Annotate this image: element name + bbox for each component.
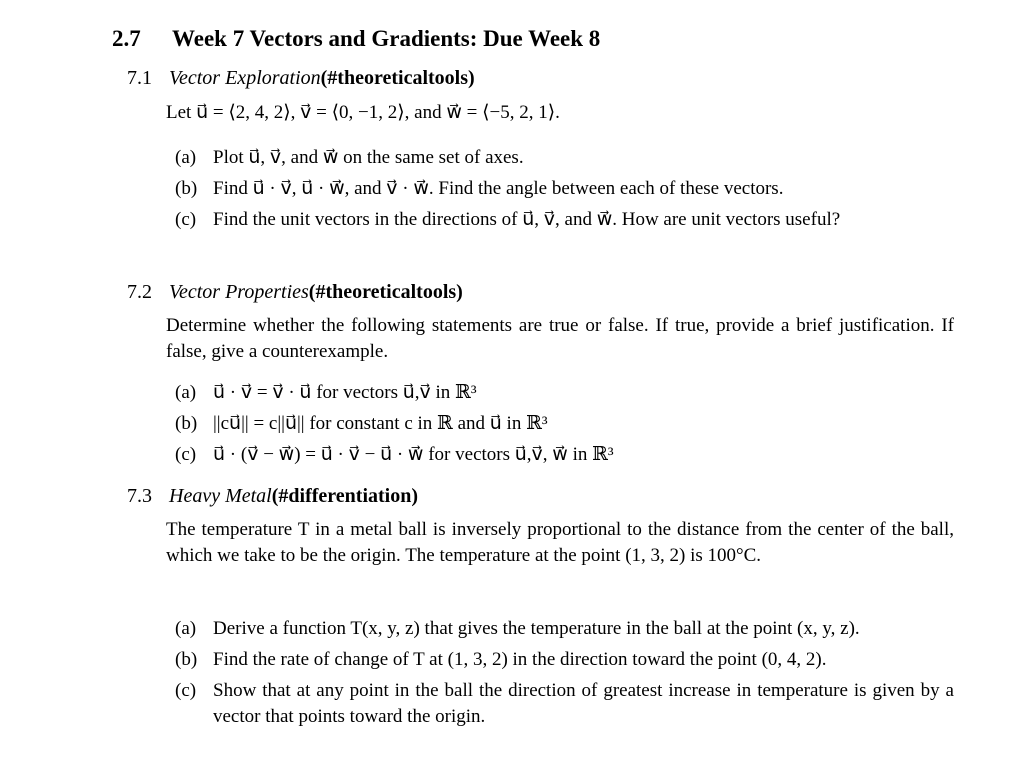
item-text: Derive a function T(x, y, z) that gives the temperature in the ball at the point (x, y, z). xyxy=(213,618,860,639)
item-text: ||cu⃗|| = c||u⃗|| for constant c in ℝ and u⃗ in ℝ³ xyxy=(213,413,548,434)
problem-parts-7-2 xyxy=(175,380,954,473)
section-title: Week 7 Vectors and Gradients: Due Week 8 xyxy=(172,26,601,51)
problem-parts-7-1 xyxy=(175,145,954,238)
list-item xyxy=(175,647,954,673)
problem-heading-7-3 xyxy=(127,483,418,509)
problem-number: 7.2 xyxy=(127,281,152,303)
list-item xyxy=(175,145,954,171)
item-label: (b) xyxy=(175,178,198,199)
problem-number: 7.1 xyxy=(127,67,152,89)
problem-tag: (#theoreticaltools) xyxy=(320,67,475,89)
item-label: (b) xyxy=(175,413,198,434)
section-heading xyxy=(112,24,600,54)
item-text: u⃗ · v⃗ = v⃗ · u⃗ for vectors u⃗,v⃗ in ℝ³ xyxy=(213,382,477,403)
problem-tag: (#theoreticaltools) xyxy=(308,281,463,303)
item-label: (a) xyxy=(175,147,197,168)
list-item xyxy=(175,616,954,642)
problem-intro-7-1: Let u⃗ = ⟨2, 4, 2⟩, v⃗ = ⟨0, −1, 2⟩, and w⃗ = ⟨−5, 2, 1⟩. xyxy=(166,102,560,123)
problem-heading-7-1 xyxy=(127,65,475,91)
item-text: Find u⃗ · v⃗, u⃗ · w⃗, and v⃗ · w⃗. Find the angle between each of these vectors. xyxy=(213,178,784,199)
problem-title: Vector Properties xyxy=(169,281,309,303)
item-label: (c) xyxy=(175,680,197,701)
list-item xyxy=(175,207,954,233)
list-item xyxy=(175,380,954,406)
item-label: (a) xyxy=(175,382,197,403)
item-text: Find the rate of change of T at (1, 3, 2) in the direction toward the point (0, 4, 2). xyxy=(213,649,827,670)
item-label: (b) xyxy=(175,649,198,670)
item-text: Plot u⃗, v⃗, and w⃗ on the same set of axes. xyxy=(213,147,524,168)
list-item xyxy=(175,442,954,468)
problem-intro-7-3: The temperature T in a metal ball is inversely proportional to the distance from the center of the ball, which we take to be the origin. The temperature at the point (1, 3, 2) is 100°C. xyxy=(166,519,954,566)
item-text: u⃗ · (v⃗ − w⃗) = u⃗ · v⃗ − u⃗ · w⃗ for vectors u⃗,v⃗, w⃗ in ℝ³ xyxy=(213,444,614,465)
problem-intro-7-2: Determine whether the following statements are true or false. If true, provide a brief justification. If false, give a counterexample. xyxy=(166,315,954,362)
problem-parts-7-3 xyxy=(175,616,954,735)
item-label: (c) xyxy=(175,444,197,465)
list-item xyxy=(175,411,954,437)
item-label: (c) xyxy=(175,209,197,230)
item-label: (a) xyxy=(175,618,197,639)
problem-number: 7.3 xyxy=(127,485,152,507)
section-number: 2.7 xyxy=(112,26,141,51)
item-text: Find the unit vectors in the directions of u⃗, v⃗, and w⃗. How are unit vectors useful? xyxy=(213,209,841,230)
item-text: Show that at any point in the ball the direction of greatest increase in temperature is given by a vector that points toward the origin. xyxy=(213,680,954,727)
problem-tag: (#differentiation) xyxy=(271,485,419,507)
problem-title: Heavy Metal xyxy=(169,485,272,507)
problem-title: Vector Exploration xyxy=(169,67,321,89)
problem-heading-7-2 xyxy=(127,279,463,305)
list-item xyxy=(175,678,954,730)
list-item xyxy=(175,176,954,202)
